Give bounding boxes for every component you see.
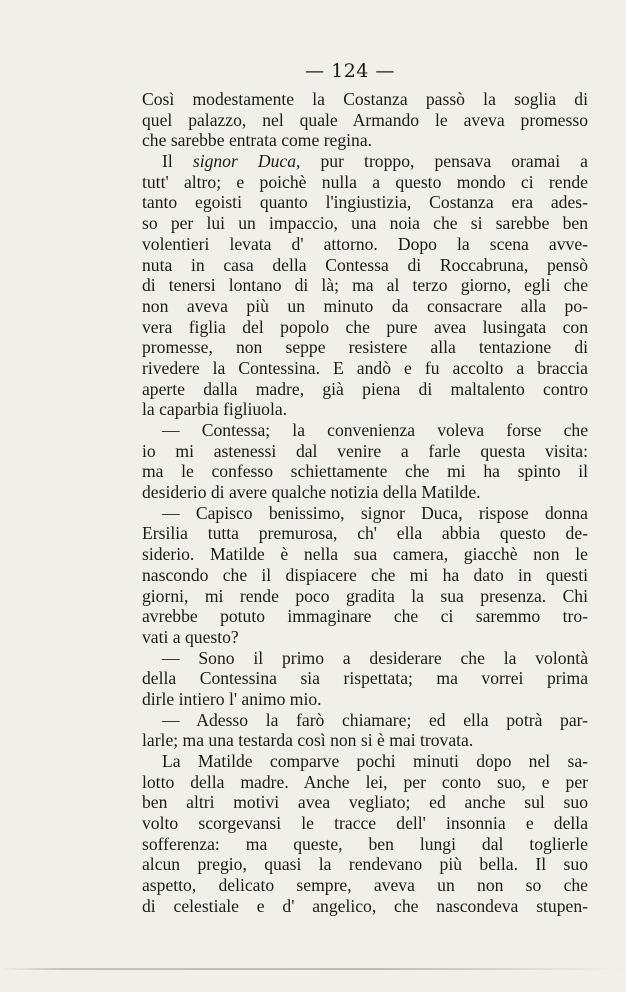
text-line: di celestiale e d' angelico, che nascondeva stupen- [142,895,588,916]
text-line: — Adesso la farò chiamare; ed ella potrà par- [162,709,588,730]
text-fragment: Il [162,151,193,172]
text-line: non aveva più un minuto da consacrare alla po- [142,295,588,316]
text-line: quel palazzo, nel quale Armando le aveva promesso [142,109,588,130]
text-line: aperte dalla madre, già piena di maltalento contro [142,378,588,399]
text-line: volto scorgevansi le tracce dell' insonnia e della [142,813,588,834]
page-number: — 124 — [305,60,395,82]
text-line: larle; ma una testarda così non si è mai trovata. [142,730,474,751]
text-line: tanto egoisti quanto l'ingiustizia, Costanza era ades- [142,192,588,213]
text-line: promesse, non seppe resistere alla tentazione di [142,337,588,358]
text-line: vati a questo? [142,626,239,647]
text-line: — Sono il primo a desiderare che la volontà [162,647,588,668]
text-line: nascondo che il dispiacere che mi ha dato in questi [142,564,588,585]
italic-fragment: signor Duca, [192,151,301,172]
text-line: — Capisco benissimo, signor Duca, rispose donna [162,502,588,523]
text-line: vera figlia del popolo che pure avea lusingata con [142,316,588,337]
text-line: Così modestamente la Costanza passò la soglia di [142,89,588,109]
text-line: — Contessa; la convenienza voleva forse che [162,420,588,440]
text-line: della Contessina sia rispettata; ma vorrei prima [142,668,588,689]
text-fragment: pur troppo, pensava oramai a [300,151,588,172]
text-line: giorni, mi rende poco gradita la sua presenza. Chi [142,585,588,606]
text-line: io mi astenessi dal venire a farle questa visita: [142,440,588,461]
text-line [142,151,588,172]
text-line: la caparbia figliuola. [142,399,288,420]
text-line: ben altri motivi avea vegliato; ed anche sul suo [142,792,588,813]
text-line: sofferenza: ma queste, ben lungi dal toglierle [142,833,588,854]
text-line: so per lui un impaccio, una noia che si sarebbe ben [142,213,588,234]
text-line: siderio. Matilde è nella sua camera, giacchè non le [142,544,588,565]
text-line: che sarebbe entrata come regina. [142,130,373,151]
body-text [142,89,588,917]
text-line: lotto della madre. Anche lei, per conto suo, e per [142,771,588,792]
text-line: di tenersi lontano di là; ma al terzo giorno, egli che [142,275,588,296]
text-line: avrebbe potuto immaginare che ci saremmo tro- [142,606,588,627]
text-line: volentieri levata d' attorno. Dopo la scena avve- [142,233,588,254]
text-line: ma le confesso schiettamente che mi ha spinto il [142,461,588,482]
text-line: desiderio di avere qualche notizia della Matilde. [142,482,481,503]
text-line: aspetto, delicato sempre, aveva un non so che [142,875,588,896]
text-line: Ersilia tutta premurosa, ch' ella abbia questo de- [142,523,588,544]
text-line: alcun pregio, quasi la rendevano più bella. Il suo [142,854,588,875]
text-line: dirle intiero l' animo mio. [142,688,322,709]
text-line: La Matilde comparve pochi minuti dopo nel sa- [162,751,588,771]
page-edge-shadow [0,968,626,970]
text-line: tutt' altro; e poichè nulla a questo mondo ci rende [142,171,588,192]
text-line: nuta in casa della Contessa di Roccabruna, pensò [142,254,588,275]
text-line: rivedere la Contessina. E andò e fu accolto a braccia [142,357,588,378]
